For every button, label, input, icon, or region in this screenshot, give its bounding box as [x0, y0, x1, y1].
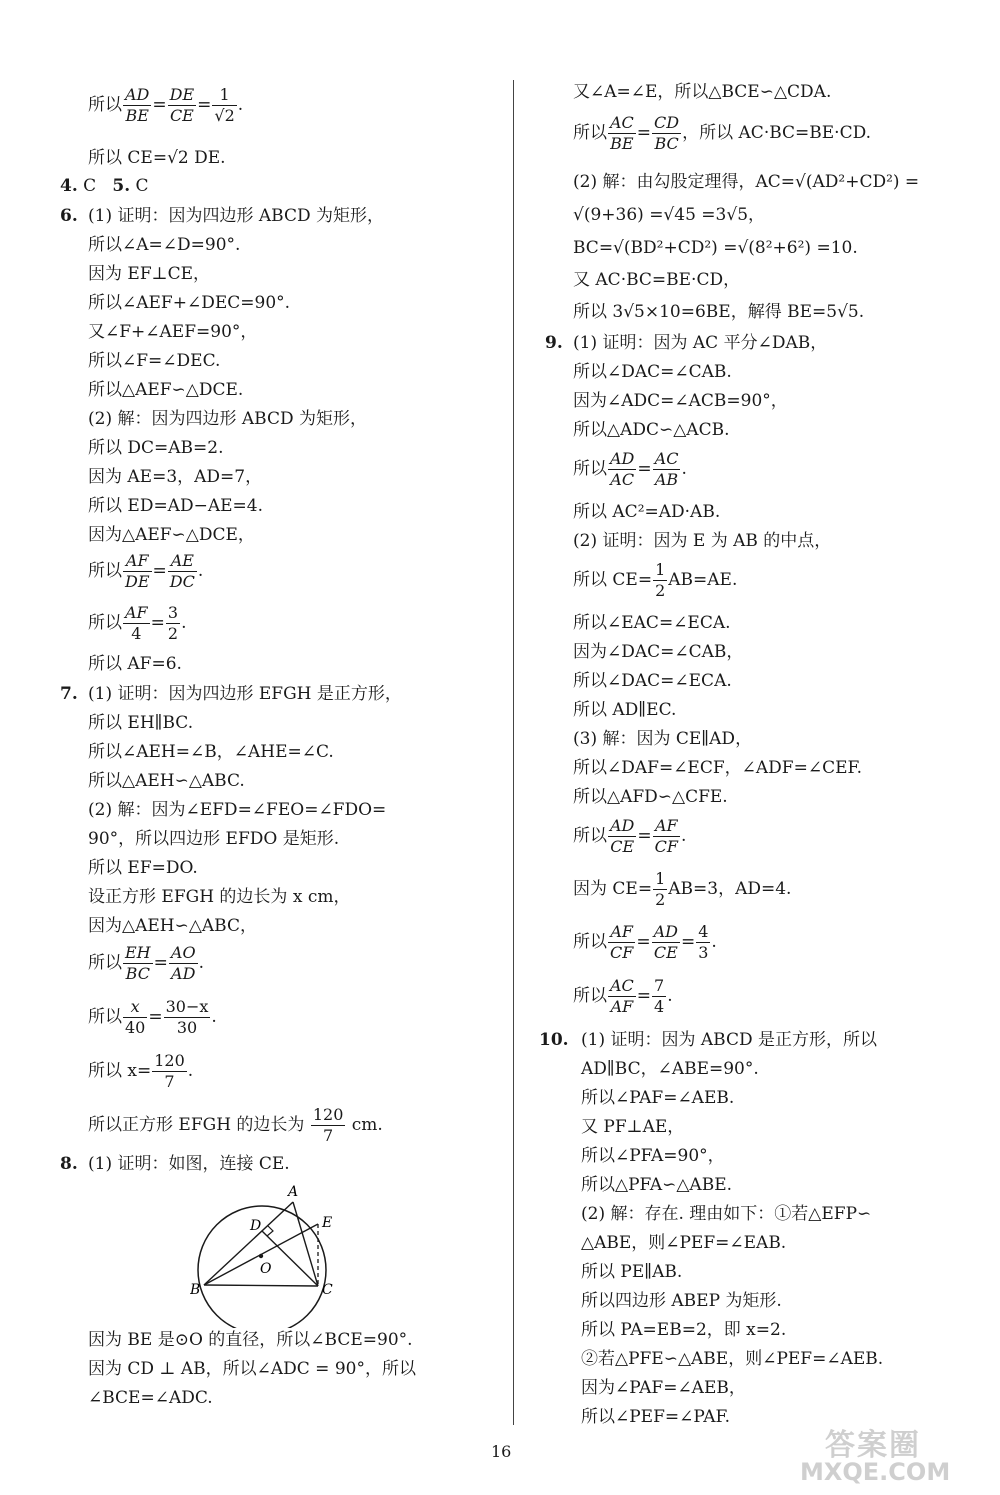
line: 所以∠AEF+∠DEC=90°.: [88, 293, 291, 313]
denominator: AF: [610, 997, 634, 1016]
line: 所以△ADC∽△ACB.: [573, 420, 730, 440]
question-number: 9.: [545, 333, 563, 353]
line: 所以 CE=√2 DE.: [88, 148, 226, 168]
numerator: 3: [167, 603, 179, 622]
text: 所以: [88, 953, 122, 973]
denominator: AC: [610, 470, 635, 489]
line-fraction: [88, 598, 187, 648]
line: 因为 CD ⊥ AB，所以∠ADC = 90°，所以: [88, 1359, 416, 1379]
column-divider: [513, 80, 514, 1425]
line-fraction: [88, 1046, 193, 1096]
line: 所以∠AEH=∠B，∠AHE=∠C.: [88, 742, 334, 762]
text: 所以: [573, 459, 607, 479]
fraction: [123, 85, 151, 126]
line: 所以∠DAF=∠ECF，∠ADF=∠CEF.: [573, 758, 863, 778]
numerator: AC: [654, 449, 679, 468]
equals: =: [152, 95, 167, 115]
line: 因为∠DAC=∠CAB，: [573, 642, 744, 662]
numerator: 120: [312, 1105, 344, 1124]
equals: =: [150, 613, 165, 633]
numerator: 30−x: [165, 997, 209, 1016]
line-fraction: [88, 546, 203, 596]
fraction: [652, 922, 680, 963]
numerator: AD: [125, 85, 150, 104]
denominator: CE: [610, 837, 635, 856]
line: 又∠F+∠AEF=90°，: [88, 322, 258, 342]
line: 所以 ED=AD−AE=4.: [88, 496, 263, 516]
text: 所以: [573, 932, 607, 952]
text: 所以 x=: [88, 1061, 152, 1081]
line-fraction: [573, 811, 686, 861]
question-number: 10.: [539, 1030, 569, 1050]
line: 所以△PFA∽△ABE.: [581, 1175, 733, 1195]
fraction: [164, 997, 211, 1038]
line: (2) 证明：因为 E 为 AB 的中点，: [573, 531, 832, 551]
line: 设正方形 EFGH 的边长为 x cm，: [88, 887, 351, 907]
fraction: [696, 922, 710, 963]
answer: C: [83, 176, 97, 196]
question-number: 7.: [60, 684, 78, 704]
line: 又 AC·BC=BE·CD，: [573, 270, 741, 290]
line: ∠BCE=∠ADC.: [88, 1388, 213, 1408]
line: 又∠A=∠E，所以△BCE∽△CDA.: [573, 82, 832, 102]
equals: =: [148, 1007, 163, 1027]
fraction: [653, 560, 667, 601]
denominator: AD: [171, 964, 196, 983]
line: 因为△AEF∽△DCE，: [88, 525, 255, 545]
circle-geometry-figure: [190, 1178, 350, 1328]
line: (1) 证明：因为四边形 EFGH 是正方形，: [88, 684, 402, 704]
label-c: C: [322, 1282, 333, 1298]
numerator: AO: [170, 943, 196, 962]
fraction: [212, 85, 236, 126]
fraction: [169, 943, 198, 984]
numerator: AC: [610, 976, 634, 995]
text: 所以: [88, 613, 122, 633]
text: 所以: [573, 826, 607, 846]
denominator: 30: [176, 1018, 198, 1037]
denominator: BE: [610, 134, 634, 153]
line: 所以△AEF∽△DCE.: [88, 380, 244, 400]
segment-ba: [204, 1202, 293, 1285]
line-fraction: [573, 444, 687, 494]
equals: =: [197, 95, 212, 115]
denominator: √2: [214, 106, 235, 125]
line: 因为 EF⊥CE，: [88, 264, 211, 284]
denominator: BC: [654, 134, 679, 153]
line: 所以∠DAC=∠ECA.: [573, 671, 732, 691]
line: 因为 BE 是⊙O 的直径，所以∠BCE=90°.: [88, 1330, 413, 1350]
denominator: 4: [654, 997, 665, 1016]
line: (1) 证明：因为 AC 平分∠DAB，: [573, 333, 828, 353]
label-d: D: [250, 1218, 262, 1234]
fraction: [168, 85, 197, 126]
numerator: AC: [610, 113, 634, 132]
denominator: CE: [653, 943, 678, 962]
line: 所以 PA=EB=2，即 x=2.: [581, 1320, 787, 1340]
text: .: [187, 1061, 194, 1081]
numerator: DE: [169, 85, 195, 104]
line: 所以 AD∥EC.: [573, 700, 677, 720]
answers-4-5: [60, 174, 149, 198]
fraction: [152, 1051, 187, 1092]
denominator: AB: [654, 470, 679, 489]
fraction: [653, 816, 680, 857]
question-number: 5.: [112, 176, 131, 196]
denominator: DC: [169, 572, 195, 591]
line: 90°，所以四边形 EFDO 是矩形.: [88, 829, 340, 849]
line: (1) 证明：因为四边形 ABCD 为矩形，: [88, 206, 385, 226]
numerator: EH: [125, 943, 151, 962]
fraction: [653, 449, 681, 490]
numerator: 4: [698, 922, 709, 941]
right-angle-mark: [267, 1226, 273, 1236]
numerator: AF: [653, 816, 680, 837]
line: AD∥BC，∠ABE=90°.: [581, 1059, 759, 1079]
denominator: 7: [323, 1126, 334, 1145]
text: .: [211, 1007, 217, 1027]
denominator: BE: [125, 106, 149, 125]
line: 所以四边形 ABEP 为矩形.: [581, 1291, 782, 1311]
line: 所以 PE∥AB.: [581, 1262, 683, 1282]
text: AB=3，AD=4.: [668, 879, 792, 899]
text: 所以正方形 EFGH 的边长为: [88, 1115, 305, 1135]
page-number: 16: [491, 1442, 512, 1461]
line: 所以 3√5×10=6BE，解得 BE=5√5.: [573, 302, 865, 322]
line: 所以∠PAF=∠AEB.: [581, 1088, 735, 1108]
line: √(9+36) =√45 =3√5，: [573, 205, 766, 225]
text: .: [197, 561, 204, 581]
fraction: [166, 603, 180, 644]
denominator: CE: [169, 106, 194, 125]
line: 又 PF⊥AE，: [581, 1117, 685, 1137]
line: 因为 AE=3，AD=7，: [88, 467, 263, 487]
line: 所以△AEH∽△ABC.: [88, 771, 245, 791]
equals: =: [636, 932, 651, 952]
answer: C: [135, 176, 149, 196]
line: △ABE，则∠PEF=∠EAB.: [581, 1233, 787, 1253]
line: 所以 DC=AB=2.: [88, 438, 224, 458]
line-fraction: [88, 992, 217, 1042]
fraction: [123, 997, 147, 1038]
line-fraction: [573, 108, 871, 158]
line: ②若△PFE∽△ABE，则∠PEF=∠AEB.: [581, 1349, 884, 1369]
fraction: [653, 869, 667, 910]
line-fraction: [573, 917, 717, 967]
numerator: AD: [610, 816, 635, 835]
numerator: 1: [212, 85, 236, 106]
line: BC=√(BD²+CD²) =√(8²+6²) =10.: [573, 238, 858, 258]
line: 所以∠A=∠D=90°.: [88, 235, 241, 255]
line: 所以∠F=∠DEC.: [88, 351, 221, 371]
text: .: [680, 826, 687, 846]
text: .: [181, 613, 187, 633]
line: 所以 EF=DO.: [88, 858, 198, 878]
equals: =: [153, 953, 168, 973]
denominator: BC: [125, 964, 150, 983]
line-fraction: [573, 971, 673, 1021]
line: (1) 证明：因为 ABCD 是正方形，所以: [581, 1030, 878, 1050]
fraction: [652, 976, 666, 1017]
line: (2) 解：因为四边形 ABCD 为矩形，: [88, 409, 368, 429]
question-number: 6.: [60, 206, 78, 226]
numerator: AD: [653, 922, 678, 941]
numerator: AD: [610, 449, 635, 468]
text: 所以: [573, 123, 607, 143]
label-b: B: [190, 1282, 201, 1298]
text: 所以: [573, 986, 607, 1006]
denominator: 4: [131, 624, 142, 643]
fraction: [311, 1105, 346, 1146]
denominator: CF: [654, 837, 678, 856]
numerator: CD: [654, 113, 680, 132]
fraction: [608, 816, 636, 857]
numerator: 1: [655, 869, 666, 888]
line-fraction: [573, 555, 737, 605]
watermark-url: MXQE.COM: [800, 1458, 951, 1486]
denominator: 2: [655, 890, 666, 909]
line: (2) 解：因为∠EFD=∠FEO=∠FDO=: [88, 800, 387, 820]
denominator: 3: [698, 943, 709, 962]
line: 所以∠PEF=∠PAF.: [581, 1407, 731, 1427]
text: cm.: [351, 1115, 383, 1135]
fraction: [652, 113, 681, 154]
text: 所以: [88, 1007, 122, 1027]
label-o: O: [260, 1261, 272, 1277]
line: 所以∠EAC=∠ECA.: [573, 613, 731, 633]
text: .: [681, 459, 687, 479]
text: .: [667, 986, 673, 1006]
denominator: 2: [167, 624, 179, 643]
numerator: AF: [125, 603, 148, 622]
line: (2) 解：由勾股定理得，AC=√(AD²+CD²) =: [573, 172, 920, 192]
line: 所以 EH∥BC.: [88, 713, 194, 733]
label-a: A: [288, 1184, 299, 1200]
line-fraction: [88, 1100, 383, 1150]
line: (2) 解：存在. 理由如下：①若△EFP∽: [581, 1204, 872, 1224]
text: .: [198, 953, 204, 973]
watermark-logo: 答案圈: [825, 1428, 921, 1463]
denominator: CF: [610, 943, 634, 962]
line: 所以△AFD∽△CFE.: [573, 787, 728, 807]
fraction: [123, 603, 150, 644]
equals: =: [637, 459, 652, 479]
line: 因为∠PAF=∠AEB，: [581, 1378, 746, 1398]
numerator: 7: [654, 976, 665, 995]
numerator: AF: [123, 551, 152, 572]
line-fraction: [88, 938, 204, 988]
numerator: x: [123, 997, 147, 1018]
fraction: [123, 551, 152, 592]
fraction: [123, 943, 153, 984]
text: .: [237, 95, 244, 115]
line: 所以 AF=6.: [88, 654, 182, 674]
text: 所以: [88, 561, 122, 581]
numerator: AE: [168, 551, 197, 572]
equals: =: [636, 123, 652, 143]
line: (3) 解：因为 CE∥AD，: [573, 729, 753, 749]
text: 因为 CE=: [573, 879, 653, 899]
text: ，所以 AC·BC=BE·CD.: [682, 123, 872, 143]
question-number: 8.: [60, 1154, 78, 1174]
text: 所以: [88, 95, 122, 115]
fraction: [608, 976, 636, 1017]
line: 所以 AC²=AD·AB.: [573, 502, 721, 522]
fraction: [608, 113, 636, 154]
segment-bc: [204, 1285, 318, 1286]
fraction: [608, 922, 635, 963]
line: 所以∠DAC=∠CAB.: [573, 362, 732, 382]
fraction: [608, 449, 636, 490]
denominator: 40: [125, 1018, 146, 1037]
question-number: 4.: [60, 176, 78, 196]
equals: =: [680, 932, 696, 952]
line-ratio-ad-be: [88, 80, 243, 130]
line: 因为△AEH∽△ABC，: [88, 916, 257, 936]
numerator: AF: [608, 922, 635, 943]
numerator: 120: [154, 1051, 185, 1070]
denominator: 7: [164, 1072, 175, 1091]
numerator: 1: [655, 560, 666, 579]
fraction: [168, 551, 197, 592]
text: AB=AE.: [668, 570, 738, 590]
text: .: [711, 932, 717, 952]
line-fraction: [573, 864, 791, 914]
line: (1) 证明：如图，连接 CE.: [88, 1154, 290, 1174]
text: 所以 CE=: [573, 570, 653, 590]
center-dot: [259, 1254, 263, 1258]
equals: =: [152, 561, 167, 581]
watermark: [800, 1420, 985, 1485]
line: 所以∠PFA=90°，: [581, 1146, 725, 1166]
denominator: DE: [125, 572, 150, 591]
denominator: 2: [655, 581, 666, 600]
equals: =: [637, 826, 652, 846]
line: 因为∠ADC=∠ACB=90°，: [573, 391, 788, 411]
label-e: E: [322, 1215, 333, 1231]
equals: =: [636, 986, 652, 1006]
